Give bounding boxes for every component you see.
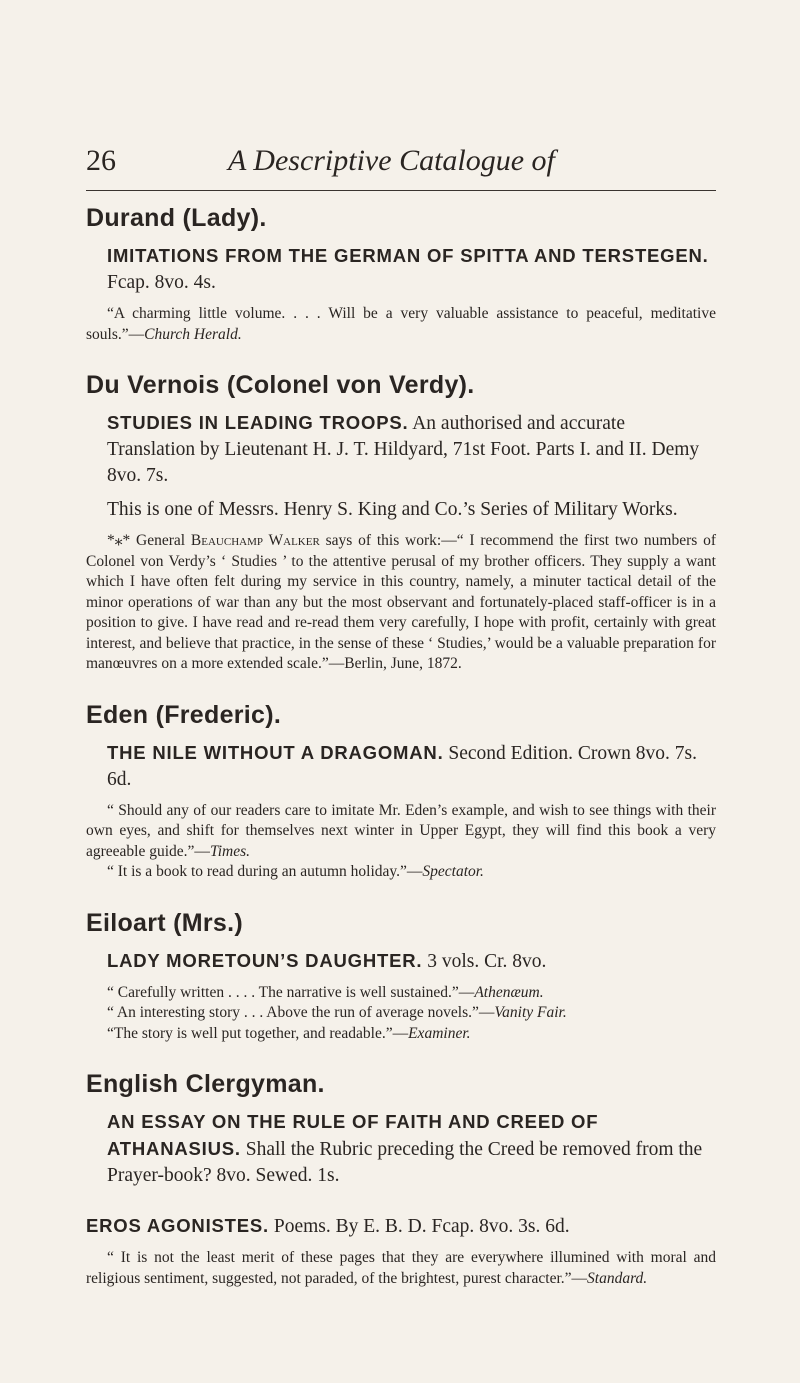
book-title-line: [107, 948, 716, 975]
quote-text: says of this work:—“ I recommend the first two numbers of Colonel von Verdy’s ‘ Studies ’ to the attentive perusal of my brother officers. They supply a want which I have often felt during my service in this country, namely, a minuter tactical detail of the minor operations of war than any but the most observant and fortunately-placed staff-officer is in a position to give. I have read and re-read them very carefully, I hope with profit, certainly with great interest, and believe that practice, in the sense of these ‘ Studies,’ would be a valuable preparation for manœuvres on a more extended scale.”—Berlin, June, 1872.: [86, 532, 716, 672]
review-quote: [86, 531, 716, 675]
quote-text: “A charming little volume. . . . Will be a very valuable assistance to peaceful, meditative souls.”—: [86, 305, 716, 343]
book-details: Shall the Rubric preceding the Creed be removed from the Prayer-book? 8vo. Sewed. 1s.: [107, 1139, 703, 1186]
book-details: Fcap. 8vo. 4s.: [107, 272, 216, 293]
catalogue-entries: [86, 204, 716, 1289]
quote-source: Examiner.: [408, 1024, 471, 1042]
header-rule: [86, 190, 716, 191]
quote-source: Athenæum.: [474, 983, 544, 1001]
book-details: Poems. By E. B. D. Fcap. 8vo. 3s. 6d.: [268, 1216, 570, 1237]
quote-text: “ It is a book to read during an autumn holiday.”—: [107, 863, 423, 880]
quote-text: “ Carefully written . . . . The narrative is well sustained.”—: [107, 983, 475, 1001]
quote-source: Standard.: [587, 1269, 648, 1287]
book-title-line: [107, 243, 716, 296]
quote-source: Spectator.: [422, 863, 484, 880]
author-heading: Du Vernois (Colonel von Verdy).: [86, 371, 475, 399]
quote-source: Times.: [209, 842, 250, 860]
book-title: IMITATIONS FROM THE GERMAN OF SPITTA AND TERSTEGEN.: [107, 245, 709, 266]
review-quote: [86, 1248, 716, 1289]
review-quote: [86, 801, 716, 863]
book-title: EROS AGONISTES.: [86, 1215, 269, 1236]
book-details: 3 vols. Cr. 8vo.: [422, 950, 547, 972]
book-title: THE NILE WITHOUT A DRAGOMAN.: [107, 741, 444, 763]
book-title-line: [107, 740, 716, 793]
author-heading: Eiloart (Mrs.): [86, 908, 243, 937]
series-note: This is one of Messrs. Henry S. King and Co.’s Series of Military Works.: [107, 499, 678, 520]
book-details: Second Edition. Crown 8vo. 7s. 6d.: [107, 742, 698, 790]
catalogue-entry: [86, 1213, 716, 1289]
author-heading: Eden (Frederic).: [86, 700, 282, 729]
review-quote: [86, 1003, 716, 1024]
quote-source: Church Herald.: [144, 325, 242, 343]
author-heading: Durand (Lady).: [86, 204, 267, 232]
book-title-line: [86, 1213, 716, 1240]
book-title: STUDIES IN LEADING TROOPS.: [107, 412, 409, 433]
book-title-line: [107, 1109, 716, 1189]
catalogue-entry: [86, 701, 716, 883]
quote-text: “ An interesting story . . . Above the run of average novels.”—: [107, 1004, 495, 1021]
quote-text: “The story is well put together, and readable.”—: [107, 1024, 409, 1042]
quote-text: “ Should any of our readers care to imitate Mr. Eden’s example, and wish to see things with their own eyes, and shift for themselves next winter in Upper Egypt, they will find this book a very agreeable guide.”—: [86, 801, 716, 860]
book-title: AN ESSAY ON THE RULE OF FAITH AND CREED OF ATHANASIUS.: [107, 1111, 599, 1159]
page-header: [0, 144, 800, 184]
catalogue-entry: [86, 1070, 716, 1189]
review-quote: [86, 983, 716, 1004]
book-title: LADY MORETOUN’S DAUGHTER.: [107, 949, 423, 971]
catalogue-entry: [86, 371, 716, 675]
book-title-line: [107, 410, 716, 489]
quote-prefix: *⁎* General: [107, 532, 191, 549]
catalogue-entry: [86, 204, 716, 345]
review-quote: [86, 1024, 716, 1045]
catalogue-entry: [86, 909, 716, 1045]
review-quote: [86, 862, 716, 883]
quote-text: “ It is not the least merit of these pages that they are everywhere illumined with moral and religious sentiment, suggested, not paraded, of the brightest, purest character.”—: [86, 1249, 716, 1287]
running-title: A Descriptive Catalogue of: [228, 144, 555, 177]
book-details: An authorised and accurate Translation by Lieutenant H. J. T. Hildyard, 71st Foot. Parts I. and II. Demy 8vo. 7s.: [107, 413, 700, 486]
page-number: 26: [86, 144, 116, 177]
review-quote: [86, 304, 716, 345]
quote-source: Vanity Fair.: [494, 1004, 567, 1021]
author-heading: English Clergyman.: [86, 1070, 325, 1098]
quote-person: Beauchamp Walker: [190, 532, 320, 549]
